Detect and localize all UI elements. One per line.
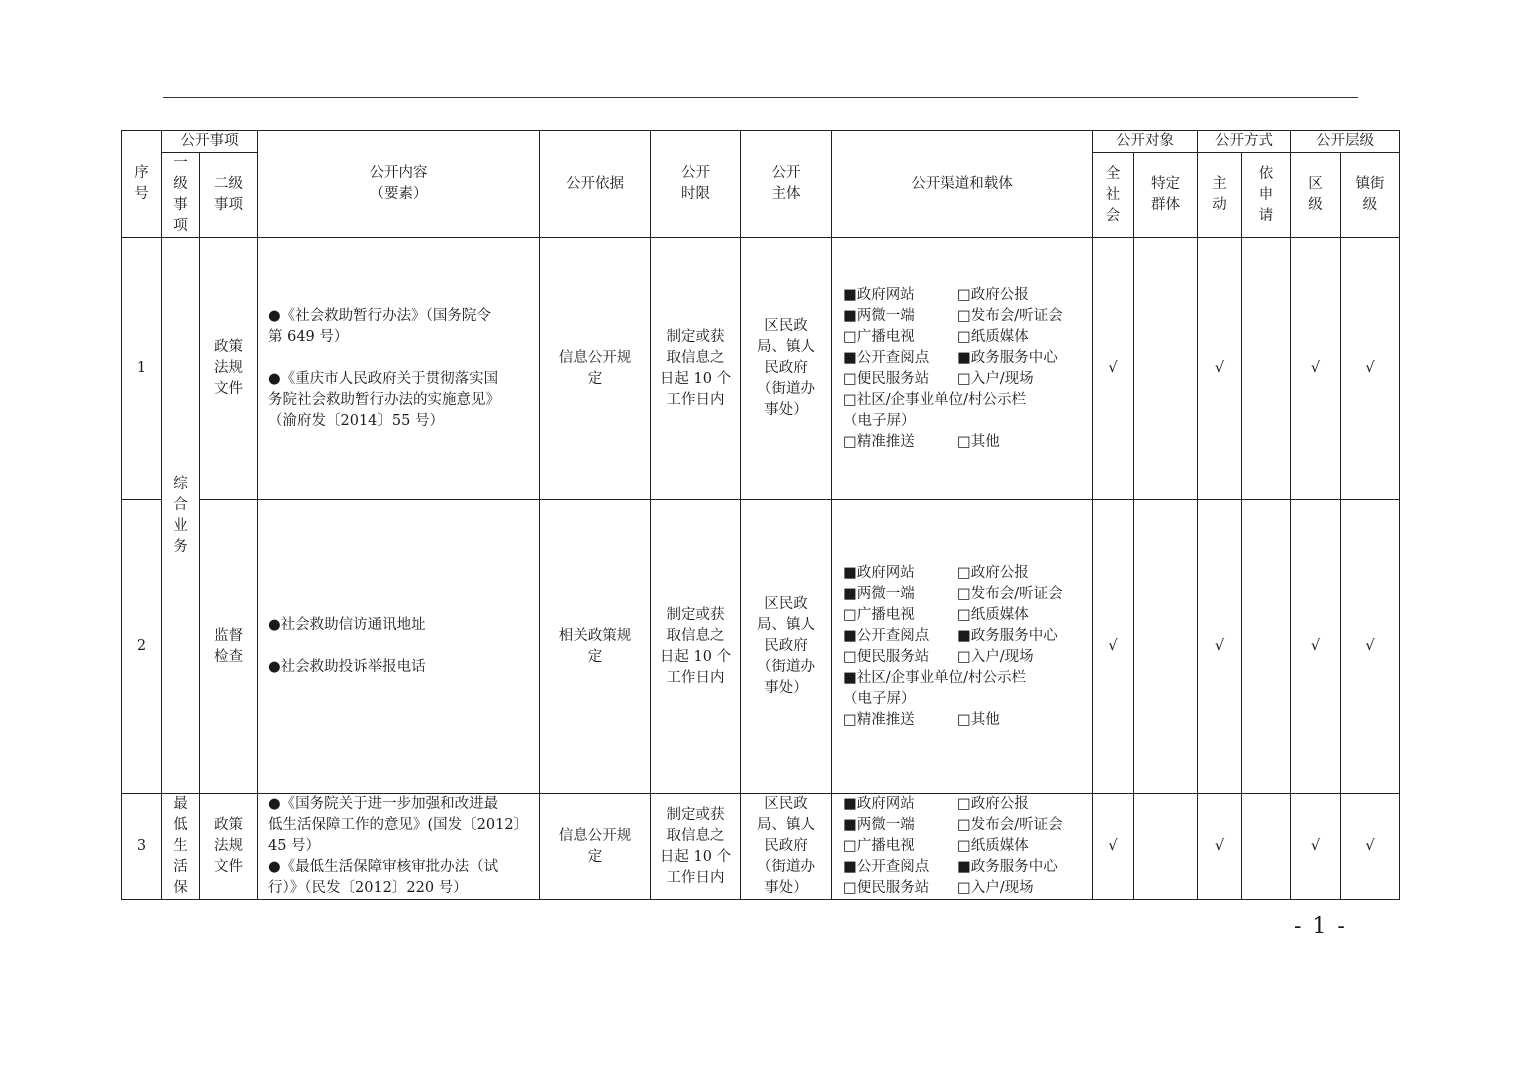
- page-number: - 1 -: [1294, 914, 1347, 939]
- check-district: √: [1291, 500, 1341, 794]
- check-district: √: [1291, 238, 1341, 500]
- check-specific-group: [1134, 500, 1198, 794]
- col-seq-header: 序 号: [122, 131, 162, 238]
- col-level1-header: 一 级 事 项: [162, 153, 200, 238]
- col-district-header: 区 级: [1291, 153, 1341, 238]
- check-all-society: √: [1093, 500, 1134, 794]
- check-town: √: [1341, 238, 1400, 500]
- check-district: √: [1291, 794, 1341, 900]
- col-specific-group-header: 特定 群体: [1134, 153, 1198, 238]
- check-all-society: √: [1093, 238, 1134, 500]
- channels-cell: ■政府网站 □政府公报 ■两微一端 □发布会/听证会 □广播电视 □纸质媒体 ■公开查阅点 ■政务服务中心 □便民服务站 □入户/现场: [832, 794, 1093, 900]
- check-town: √: [1341, 500, 1400, 794]
- check-town: √: [1341, 794, 1400, 900]
- level1-cell: 综 合 业 务: [162, 238, 200, 794]
- check-active: √: [1198, 238, 1242, 500]
- col-audience-header: 公开对象: [1093, 131, 1198, 153]
- col-subject-header: 公开 主体: [741, 131, 832, 238]
- subject-cell: 区民政 局、镇人 民政府 （街道办 事处）: [741, 794, 832, 900]
- col-channels-header: 公开渠道和载体: [832, 131, 1093, 238]
- time-limit-cell: 制定或获 取信息之 日起 10 个 工作日内: [651, 238, 741, 500]
- subject-cell: 区民政 局、镇人 民政府 （街道办 事处）: [741, 500, 832, 794]
- header-row-1: [122, 131, 1400, 153]
- check-active: √: [1198, 794, 1242, 900]
- col-all-society-header: 全 社 会: [1093, 153, 1134, 238]
- col-level-header: 公开层级: [1291, 131, 1400, 153]
- check-apply: [1242, 794, 1291, 900]
- level1-cell: 最 低 生 活 保: [162, 794, 200, 900]
- level2-cell: 监督 检查: [200, 500, 258, 794]
- table-row: [122, 238, 1400, 500]
- col-time-limit-header: 公开 时限: [651, 131, 741, 238]
- basis-cell: 相关政策规 定: [540, 500, 651, 794]
- col-disclosure-items-header: 公开事项: [162, 131, 258, 153]
- basis-cell: 信息公开规 定: [540, 794, 651, 900]
- check-all-society: √: [1093, 794, 1134, 900]
- content-cell: ●社会救助信访通讯地址 ●社会救助投诉举报电话: [258, 500, 540, 794]
- check-specific-group: [1134, 238, 1198, 500]
- row-seq: 1: [122, 238, 162, 500]
- check-apply: [1242, 500, 1291, 794]
- disclosure-table: [121, 130, 1400, 900]
- time-limit-cell: 制定或获 取信息之 日起 10 个 工作日内: [651, 500, 741, 794]
- content-cell: ●《社会救助暂行办法》（国务院令 第 649 号） ●《重庆市人民政府关于贯彻落实国 务院社会救助暂行办法的实施意见》 （渝府发〔2014〕55 号）: [258, 238, 540, 500]
- col-apply-header: 依 申 请: [1242, 153, 1291, 238]
- col-active-header: 主 动: [1198, 153, 1242, 238]
- level2-cell: 政策 法规 文件: [200, 238, 258, 500]
- time-limit-cell: 制定或获 取信息之 日起 10 个 工作日内: [651, 794, 741, 900]
- level2-cell: 政策 法规 文件: [200, 794, 258, 900]
- channels-cell: ■政府网站 □政府公报 ■两微一端 □发布会/听证会 □广播电视 □纸质媒体 ■公开查阅点 ■政务服务中心 □便民服务站 □入户/现场 □社区/企事业单位/村公示栏 （电子屏） □精准推送 □其他: [832, 238, 1093, 500]
- check-apply: [1242, 238, 1291, 500]
- content-cell: ●《国务院关于进一步加强和改进最 低生活保障工作的意见》(国发〔2012〕 45 号） ●《最低生活保障审核审批办法（试 行）》（民发〔2012〕220 号）: [258, 794, 540, 900]
- table-row: [122, 794, 1400, 900]
- check-specific-group: [1134, 794, 1198, 900]
- check-active: √: [1198, 500, 1242, 794]
- col-level2-header: 二级 事项: [200, 153, 258, 238]
- row-seq: 2: [122, 500, 162, 794]
- col-town-header: 镇街 级: [1341, 153, 1400, 238]
- row-seq: 3: [122, 794, 162, 900]
- table-row: [122, 500, 1400, 794]
- channels-cell: ■政府网站 □政府公报 ■两微一端 □发布会/听证会 □广播电视 □纸质媒体 ■公开查阅点 ■政务服务中心 □便民服务站 □入户/现场 ■社区/企事业单位/村公示栏 （电子屏） □精准推送 □其他: [832, 500, 1093, 794]
- basis-cell: 信息公开规 定: [540, 238, 651, 500]
- col-method-header: 公开方式: [1198, 131, 1291, 153]
- header-rule: [163, 97, 1358, 98]
- col-content-header: 公开内容 （要素）: [258, 131, 540, 238]
- subject-cell: 区民政 局、镇人 民政府 （街道办 事处）: [741, 238, 832, 500]
- col-basis-header: 公开依据: [540, 131, 651, 238]
